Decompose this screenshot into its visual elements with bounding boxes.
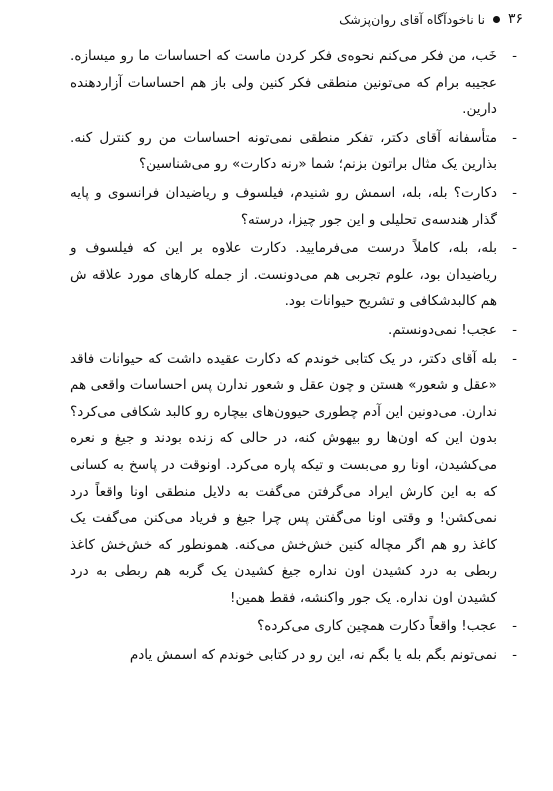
running-header xyxy=(30,8,523,30)
paragraph-text: عجب! واقعاً دکارت همچین کاری می‌کرده؟ xyxy=(257,618,497,635)
dialogue-dash: - xyxy=(512,240,517,257)
paragraph-text: بله، بله، کاملاً درست می‌فرمایید. دکارت علاوه بر این که فیلسوف و ریاضیدان بود، علوم تجربی هم می‌دونست. از جمله کارهای مورد علاقه ش هم کالبدشکافی و تشریح حیوانات بود. xyxy=(70,240,497,310)
dialogue-paragraph xyxy=(70,317,517,344)
book-title: نا ناخودآگاه آقای روان‌پزشک xyxy=(339,11,485,27)
paragraph-text: بله آقای دکتر، در یک کتابی خوندم که دکارت عقیده داشت که حیوانات فاقد «عقل و شعور» هستن و چون عقل و شعور ندارن پس احساسات واقعی هم ندارن. می‌دونین این آدم چطوری حیوون‌های بیچاره رو کالبد شکافی می‌کرد؟ بدون این که اون‌ها رو بیهوش کنه، در حالی که زنده بودند و جیغ و نعره می‌کشیدن، اونا رو می‌بست و تیکه پاره می‌کرد. اونوقت در پاسخ به کسانی که به این کارش ایراد می‌گرفتن می‌گفت به دلایل منطقی اونا واقعاً درد نمی‌کشن! و وقتی اونا می‌گفتن پس چرا جیغ و فریاد می‌کنن می‌گفت یک کاغذ رو هم اگر مچاله کنین خش‌خش می‌کنه. همونطور که خش‌خش کاغذ ربطی به درد کشیدن اون نداره جیغ کشیدن یک گربه هم ربطی به درد کشیدن اون نداره. یک جور واکنشه، فقط همین! xyxy=(70,350,497,606)
dialogue-paragraph xyxy=(70,235,517,315)
dialogue-paragraph xyxy=(70,613,517,640)
dialogue-dash: - xyxy=(512,129,517,146)
dialogue-paragraph xyxy=(70,125,517,178)
page-number: ۳۶ xyxy=(507,11,523,27)
dialogue-paragraph xyxy=(70,346,517,612)
dialogue-body xyxy=(70,43,517,671)
paragraph-text: نمی‌تونم بگم بله یا بگم نه، این رو در کتابی خوندم که اسمش یادم xyxy=(129,647,497,664)
dialogue-dash: - xyxy=(512,184,517,201)
dialogue-paragraph xyxy=(70,642,517,669)
paragraph-text: عجب! نمی‌دونستم. xyxy=(388,321,497,338)
paragraph-text: خَب، من فکر می‌کنم نحوه‌ی فکر کردن ماست که احساسات ما رو میسازه. عجیبه برام که می‌تونین منطقی فکر کنین ولی باز هم احساسات آزاردهنده دارین. xyxy=(70,48,497,118)
dialogue-paragraph xyxy=(70,43,517,123)
dialogue-dash: - xyxy=(512,350,517,367)
dialogue-dash: - xyxy=(512,618,517,635)
paragraph-text: دکارت؟ بله، بله، اسمش رو شنیدم، فیلسوف و ریاضیدان فرانسوی و پایه گذار هندسه‌ی تحلیلی و این جور چیزا، درسته؟ xyxy=(70,184,497,228)
dialogue-dash: - xyxy=(512,647,517,664)
dialogue-dash: - xyxy=(512,321,517,338)
header-bullet-icon xyxy=(493,16,500,23)
paragraph-text: متأسفانه آقای دکتر، تفکر منطقی نمی‌تونه احساسات من رو کنترل کنه. بذارین یک مثال براتون بزنم؛ شما «رنه دکارت» رو می‌شناسین؟ xyxy=(70,129,497,173)
dialogue-dash: - xyxy=(512,48,517,64)
dialogue-paragraph xyxy=(70,180,517,233)
